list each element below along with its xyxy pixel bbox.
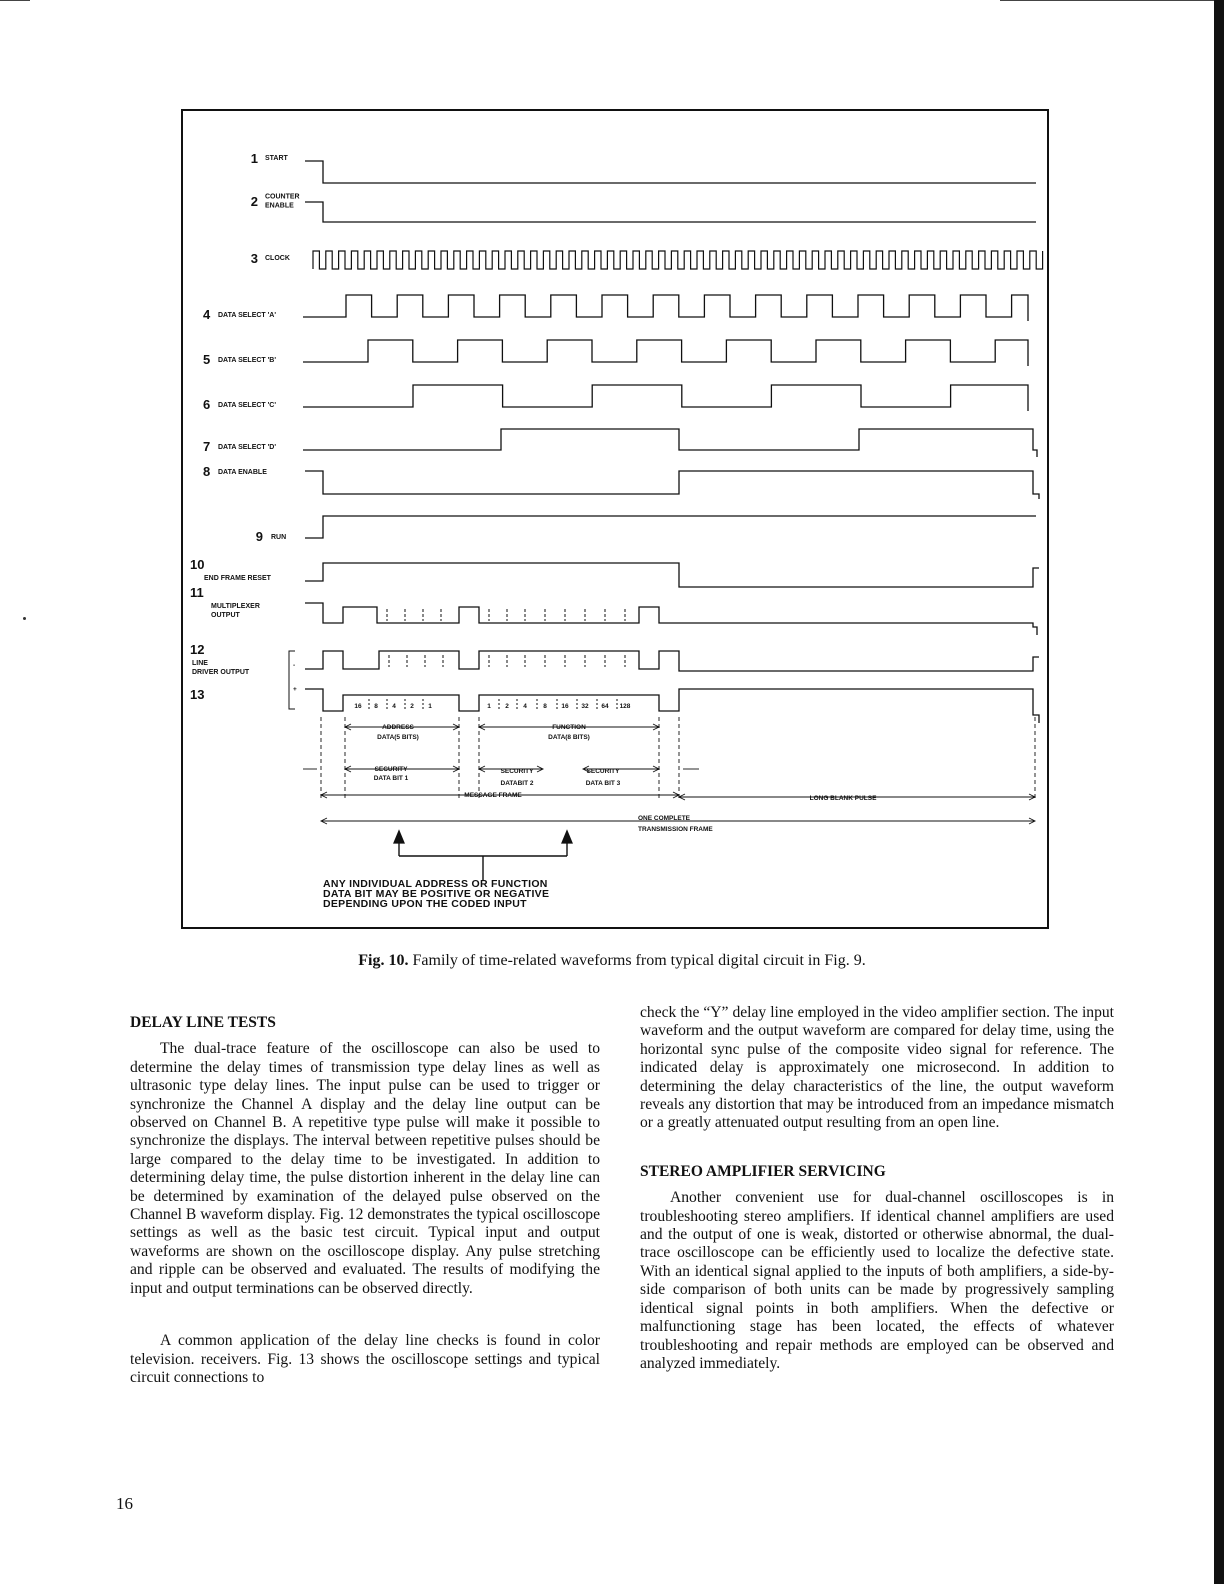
function-bit-label: 128 [619, 703, 631, 710]
serial-output-waveform [305, 689, 1039, 723]
section-heading-stereo-amplifier-servicing: STEREO AMPLIFIER SERVICING [640, 1162, 886, 1180]
security-label: SECURITY [586, 768, 620, 775]
security-label: DATA BIT 3 [585, 780, 621, 787]
signal-number: 12 [190, 642, 205, 657]
caption-text: Family of time-related waveforms from typical digital circuit in Fig. 9. [412, 952, 866, 969]
signal-label: DRIVER OUTPUT [192, 669, 250, 676]
function-bit-label: 16 [561, 703, 569, 710]
function-bit-label: 8 [543, 703, 547, 710]
run-waveform [305, 516, 1036, 538]
signal-number: 9 [255, 529, 263, 544]
signal-number: 2 [250, 194, 258, 209]
signal-label: DATA SELECT 'C' [218, 402, 277, 409]
top-edge-rule [1000, 0, 1224, 1]
function-bit-label: 4 [523, 703, 527, 710]
signal-number: 8 [203, 464, 211, 479]
security-label: DATA BIT 1 [373, 775, 409, 782]
signal-label: DATA SELECT 'A' [218, 312, 277, 319]
figure-caption [0, 952, 1224, 970]
polarity-bracket [289, 651, 295, 709]
function-label: DATA(8 BITS) [548, 734, 590, 741]
signal-label: CLOCK [265, 255, 290, 262]
function-label: FUNCTION [552, 724, 586, 731]
line-driver-output-waveform [305, 651, 1039, 671]
waveform-figure [181, 109, 1049, 929]
signal-label: START [265, 155, 288, 162]
start-waveform [305, 161, 1036, 183]
paragraph: check the “Y” delay line employed in the video amplifier section. The input waveform and the output waveform are compared for delay time, using the horizontal sync pulse of the composite video signal for reference. The indicated delay is approximately one microsecond. In addition to determining the delay characteristics of the line, the output waveform reveals any distortion that may be introduced from an impedance mismatch or a greatly attenuated output resulting from an open line. [640, 1004, 1114, 1132]
data-select-b-waveform [303, 340, 1028, 366]
pointer-arrowhead [394, 831, 404, 843]
top-edge-rule [0, 0, 30, 1]
signal-label: DATA SELECT 'D' [218, 444, 277, 451]
signal-label: COUNTER [265, 193, 300, 201]
signal-number: 7 [203, 439, 211, 454]
signal-label: OUTPUT [211, 612, 240, 619]
signal-label: DATA SELECT 'B' [218, 357, 277, 364]
signal-label: END FRAME RESET [204, 575, 271, 582]
left-column [130, 1014, 600, 1387]
signal-label: LINE [192, 660, 208, 667]
note-text: ANY INDIVIDUAL ADDRESS OR FUNCTION [323, 878, 548, 890]
data-select-d-waveform [303, 429, 1037, 457]
signal-number: 3 [250, 251, 258, 266]
address-bit-label: 1 [428, 703, 432, 710]
function-bit-label: 64 [601, 703, 609, 710]
signal-label: MULTIPLEXER [211, 603, 260, 610]
message-frame-label: MESSAGE FRAME [464, 792, 522, 799]
scan-speck [23, 617, 26, 620]
counter-enable-waveform [305, 202, 1036, 222]
security-label: SECURITY [500, 768, 534, 775]
multiplexer-output-waveform [305, 603, 1037, 635]
signal-number: 4 [203, 307, 211, 322]
address-bit-label: 16 [354, 703, 362, 710]
security-label: DATABIT 2 [500, 780, 534, 787]
scan-edge-shadow [1214, 0, 1224, 1584]
signal-label: ENABLE [265, 202, 294, 210]
paragraph: The dual-trace feature of the oscilloscope can also be used to determine the delay times of transmission type delay lines as well as ultrasonic type delay lines. The input pulse can be used to trigger or synchronize the Channel A display and the delay line output can be observed on Channel B. A repetitive type pulse will make it possible to synchronize the displays. The interval between repetitive pulses should be large compared to the delay time to be investigated. In addition to determining delay time, the pulse distortion inherent in the delay line can be determined by examination of the delayed pulse observed on the Channel B waveform display. Fig. 12 demonstrates the typical oscilloscope settings as well as the basic test circuit. Typical input and output waveforms are shown on the oscilloscope display. Any pulse stretching and ripple can be observed and evaluated. The results of modifying the input and output terminations can be observed directly. [130, 1040, 600, 1297]
long-blank-label: LONG BLANK PULSE [809, 795, 877, 802]
function-bit-label: 1 [487, 703, 491, 710]
signal-number: 13 [190, 687, 205, 702]
function-bit-label: 2 [505, 703, 509, 710]
section-heading-delay-line-tests: DELAY LINE TESTS [130, 1014, 276, 1031]
data-select-a-waveform [303, 295, 1028, 321]
pointer-arrowhead [562, 831, 572, 843]
address-bit-label: 4 [392, 703, 396, 710]
address-label: DATA(5 BITS) [377, 734, 419, 741]
page-number: 16 [116, 1494, 133, 1513]
transmission-frame-label: TRANSMISSION FRAME [638, 826, 713, 833]
note-text: DATA BIT MAY BE POSITIVE OR NEGATIVE [323, 888, 550, 900]
signal-number: 6 [203, 397, 211, 412]
end-frame-reset-waveform [305, 563, 1039, 587]
signal-label: DATA ENABLE [218, 469, 267, 476]
signal-number: 10 [190, 557, 205, 572]
signal-number: 5 [203, 352, 211, 367]
data-select-c-waveform [303, 385, 1028, 411]
plus-sign: + [293, 686, 297, 693]
function-bit-label: 32 [581, 703, 589, 710]
address-label: ADDRESS [382, 724, 414, 731]
security-label: SECURITY [374, 766, 408, 773]
right-column [640, 1004, 1114, 1373]
minus-sign: - [293, 662, 296, 669]
timing-diagram [183, 111, 1047, 927]
clock-waveform [313, 251, 1043, 269]
paragraph: Another convenient use for dual-channel oscilloscopes is in troubleshooting stereo amplifiers. If identical channel amplifiers are used and the output of one is weak, distorted or otherwise abnormal, the dual-trace oscilloscope can be efficiently used to localize the defective state. With an identical signal applied to the inputs of both amplifiers, a side-by-side comparison of both units can be made by progressively sampling identical signal points in both amplifiers. When the defective or malfunctioning stage has been located, the effects of whatever troubleshooting and repair methods are employed can be observed and analyzed immediately. [640, 1189, 1114, 1372]
caption-prefix: Fig. 10. [358, 952, 409, 969]
transmission-frame-label: ONE COMPLETE [638, 815, 691, 822]
data-enable-waveform [305, 471, 1039, 499]
address-bit-label: 2 [410, 703, 414, 710]
signal-number: 11 [190, 585, 204, 600]
signal-label: RUN [271, 534, 287, 541]
address-bit-label: 8 [374, 703, 378, 710]
signal-number: 1 [250, 151, 258, 166]
paragraph: A common application of the delay line checks is found in color television. receivers. Fig. 13 shows the oscilloscope settings and typical circuit connections to [130, 1332, 600, 1386]
note-text: DEPENDING UPON THE CODED INPUT [323, 898, 527, 910]
